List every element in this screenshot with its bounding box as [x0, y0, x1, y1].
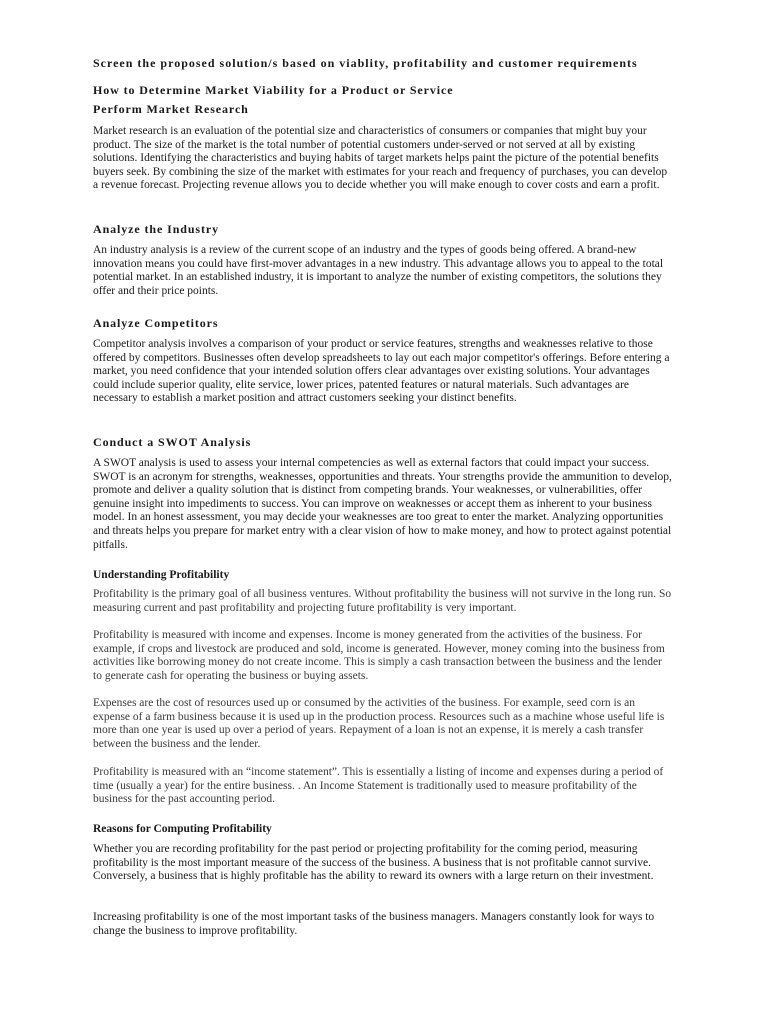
document-title: Screen the proposed solution/s based on viablity, profitability and customer requirements: [93, 56, 638, 70]
heading-market-research: Perform Market Research: [93, 102, 249, 116]
paragraph-income: Profitability is measured with income and expenses. Income is money generated from the activities of the business. For example, if crops and livestock are produced and sold, income is generated. However, money coming into the business from activities like borrowing money do not create income. This is simply a cash transaction between the business and the lender to generate cash for operating the business or buying assets.: [93, 629, 665, 682]
paragraph-understanding: Profitability is the primary goal of all business ventures. Without profitability the business will not survive in the long run. So measuring current and past profitability and projecting future profitability is very important.: [93, 588, 672, 614]
paragraph-market-research: Market research is an evaluation of the potential size and characteristics of consumers or companies that might buy your product. The size of the market is the total number of potential customers under-served or not served at all by existing solutions. Identifying the characteristics and buying habits of target markets helps paint the picture of the potential benefits buyers seek. By combining the size of the market with estimates for your reach and frequency of purchases, you can develop a revenue forecast. Projecting revenue allows you to decide whether you will make enough to cover costs and earn a profit.: [93, 125, 668, 192]
heading-analyze-competitors: Analyze Competitors: [93, 316, 219, 330]
heading-market-viability: How to Determine Market Viability for a Product or Service: [93, 83, 454, 97]
heading-reasons-profitability: Reasons for Computing Profitability: [93, 823, 272, 835]
heading-swot-analysis: Conduct a SWOT Analysis: [93, 435, 252, 449]
paragraph-reasons: Whether you are recording profitability for the past period or projecting profitability for the coming period, measuring profitability is the most important measure of the success of the business. A business that is not profitable cannot survive. Conversely, a business that is highly profitable has the ability to reward its owners with a large return on their investment.: [93, 843, 654, 883]
paragraph-income-statement: Profitability is measured with an “income statement”. This is essentially a listing of income and expenses during a period of time (usually a year) for the entire business. . An Income Statement is traditionally used to measure profitability of the business for the past accounting period.: [93, 766, 664, 806]
paragraph-expenses: Expenses are the cost of resources used up or consumed by the activities of the business. For example, seed corn is an expense of a farm business because it is used up in the production process. Resources such as a machine whose useful life is more than one year is used up over a period of years. Repayment of a loan is not an expense, it is merely a cash transfer between the business and the lender.: [93, 697, 665, 750]
heading-understanding-profitability: Understanding Profitability: [93, 569, 230, 581]
paragraph-increasing: Increasing profitability is one of the most important tasks of the business managers. Managers constantly look for ways to change the business to improve profitability.: [93, 911, 655, 937]
paragraph-swot: A SWOT analysis is used to assess your internal competencies as well as external factors that could impact your success. SWOT is an acronym for strengths, weaknesses, opportunities and threats. Your strengths provide the ammunition to develop, promote and deliver a quality solution that is distinct from competing brands. Your weaknesses, or vulnerabilities, offer genuine insight into impediments to success. You can improve on weaknesses or accept them as inherent to your business model. In an honest assessment, you may decide your weaknesses are too great to enter the market. Analyzing opportunities and threats helps you prepare for market entry with a clear vision of how to make money, and how to protect against potential pitfalls.: [93, 457, 672, 551]
paragraph-industry: An industry analysis is a review of the current scope of an industry and the types of goods being offered. A brand-new innovation means you could have first-mover advantages in a new industry. This advantage allows you to appeal to the total potential market. In an established industry, it is important to analyze the number of existing competitors, the solutions they offer and their price points.: [93, 244, 664, 297]
paragraph-competitors: Competitor analysis involves a comparison of your product or service features, strengths and weaknesses relative to those offered by competitors. Businesses often develop spreadsheets to lay out each major competitor's offerings. Before entering a market, you need confidence that your intended solution offers clear advantages over existing solutions. Your advantages could include superior quality, elite service, lower prices, patented features or natural materials. Such advantages are necessary to establish a market position and attract customers seeking your distinct benefits.: [93, 338, 670, 405]
heading-analyze-industry: Analyze the Industry: [93, 222, 220, 236]
